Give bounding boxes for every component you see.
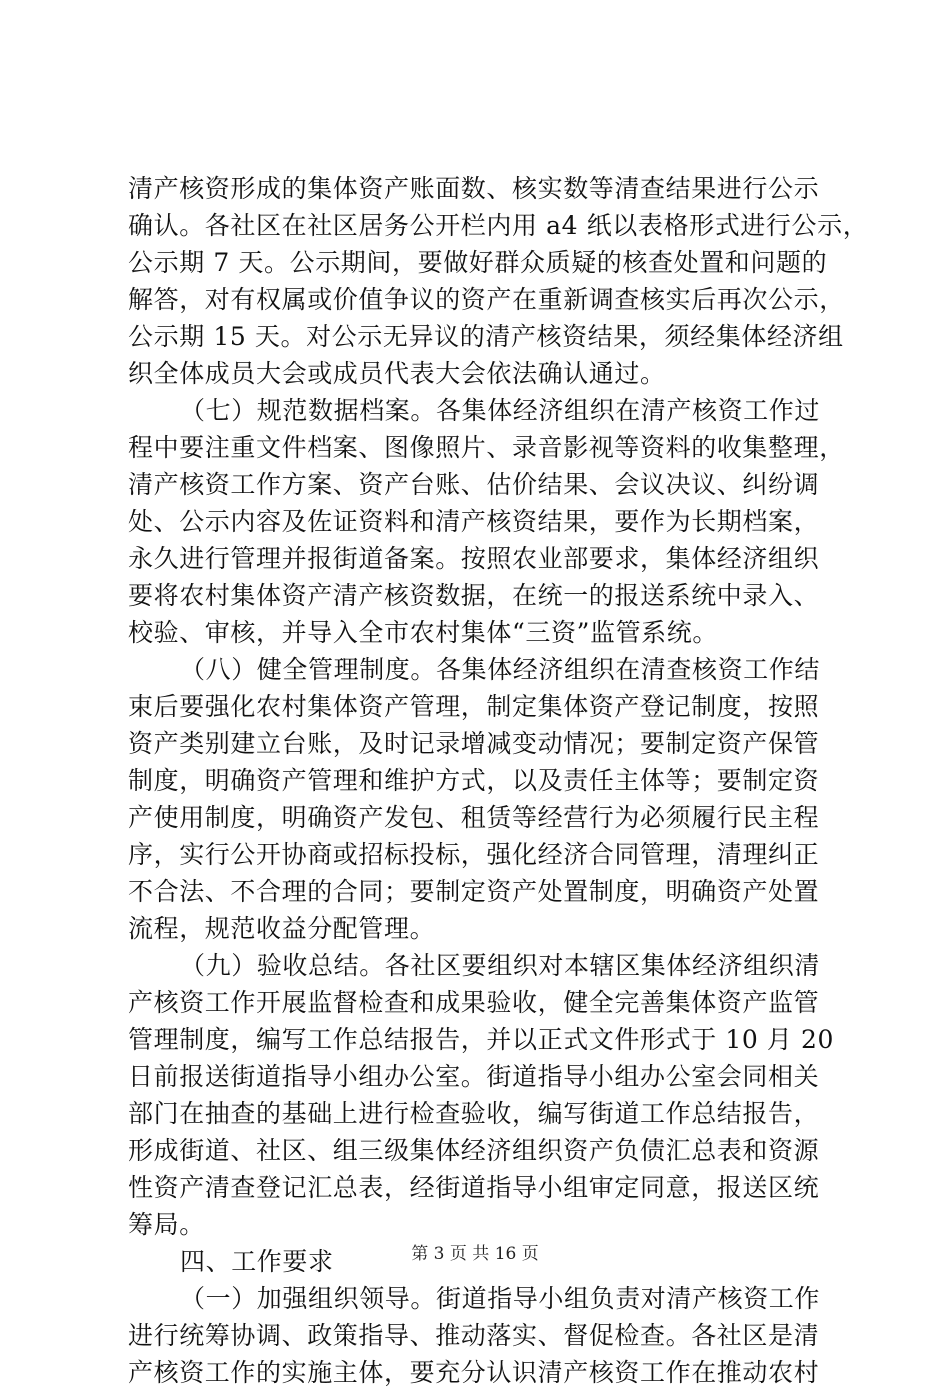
text-line: 产使用制度，明确资产发包、租赁等经营行为必须履行民主程 <box>128 803 820 832</box>
section-heading-1: （一）加强组织领导。街道指导小组负责对清产核资工作 <box>180 1284 821 1313</box>
text-line: 部门在抽查的基础上进行检查验收，编写街道工作总结报告， <box>128 1099 820 1128</box>
text-line: 永久进行管理并报街道备案。按照农业部要求，集体经济组织 <box>128 544 820 573</box>
text-line: 进行统筹协调、政策指导、推动落实、督促检查。各社区是清 <box>128 1321 820 1350</box>
section-heading-8: （八）健全管理制度。各集体经济组织在清查核资工作结 <box>180 655 821 684</box>
text-line: 解答，对有权属或价值争议的资产在重新调查核实后再次公示， <box>128 285 845 314</box>
text-line: 序，实行公开协商或招标投标，强化经济合同管理，清理纠正 <box>128 840 820 869</box>
text-line: 管理制度，编写工作总结报告，并以正式文件形式于 10 月 20 <box>128 1025 835 1054</box>
text-line: 筹局。 <box>128 1210 205 1239</box>
chapter-heading-4: 四、工作要求 <box>180 1247 334 1276</box>
text-line: 确认。各社区在社区居务公开栏内用 a4 纸以表格形式进行公示， <box>128 211 869 240</box>
text-line: 校验、审核，并导入全市农村集体“三资”监管系统。 <box>128 618 718 647</box>
text-line: 形成街道、社区、组三级集体经济组织资产负债汇总表和资源 <box>128 1136 820 1165</box>
text-line: 日前报送街道指导小组办公室。街道指导小组办公室会同相关 <box>128 1062 820 1091</box>
text-line: 公示期 15 天。对公示无异议的清产核资结果，须经集体经济组 <box>128 322 844 351</box>
text-line: 处、公示内容及佐证资料和清产核资结果，要作为长期档案， <box>128 507 820 536</box>
text-line: 要将农村集体资产清产核资数据，在统一的报送系统中录入、 <box>128 581 820 610</box>
text-line: 织全体成员大会或成员代表大会依法确认通过。 <box>128 359 666 388</box>
text-line: 束后要强化农村集体资产管理，制定集体资产登记制度，按照 <box>128 692 820 721</box>
text-line: 公示期 7 天。公示期间，要做好群众质疑的核查处置和问题的 <box>128 248 828 277</box>
document-body <box>128 170 869 1391</box>
section-heading-9: （九）验收总结。各社区要组织对本辖区集体经济组织清 <box>180 951 821 980</box>
text-line: 资产类别建立台账，及时记录增减变动情况；要制定资产保管 <box>128 729 820 758</box>
text-line: 产核资工作的实施主体，要充分认识清产核资工作在推动农村 <box>128 1358 820 1387</box>
text-line: 清产核资工作方案、资产台账、估价结果、会议决议、纠纷调 <box>128 470 820 499</box>
text-line: 制度，明确资产管理和维护方式，以及责任主体等；要制定资 <box>128 766 820 795</box>
section-heading-7: （七）规范数据档案。各集体经济组织在清产核资工作过 <box>180 396 821 425</box>
text-line: 产核资工作开展监督检查和成果验收，健全完善集体资产监管 <box>128 988 820 1017</box>
text-line: 程中要注重文件档案、图像照片、录音影视等资料的收集整理， <box>128 433 845 462</box>
page-number-footer: 第 3 页 共 16 页 <box>411 1244 539 1264</box>
text-line: 清产核资形成的集体资产账面数、核实数等清查结果进行公示 <box>128 174 820 203</box>
text-line: 不合法、不合理的合同；要制定资产处置制度，明确资产处置 <box>128 877 820 906</box>
text-line: 性资产清查登记汇总表，经街道指导小组审定同意，报送区统 <box>128 1173 820 1202</box>
text-line: 流程，规范收益分配管理。 <box>128 914 436 943</box>
